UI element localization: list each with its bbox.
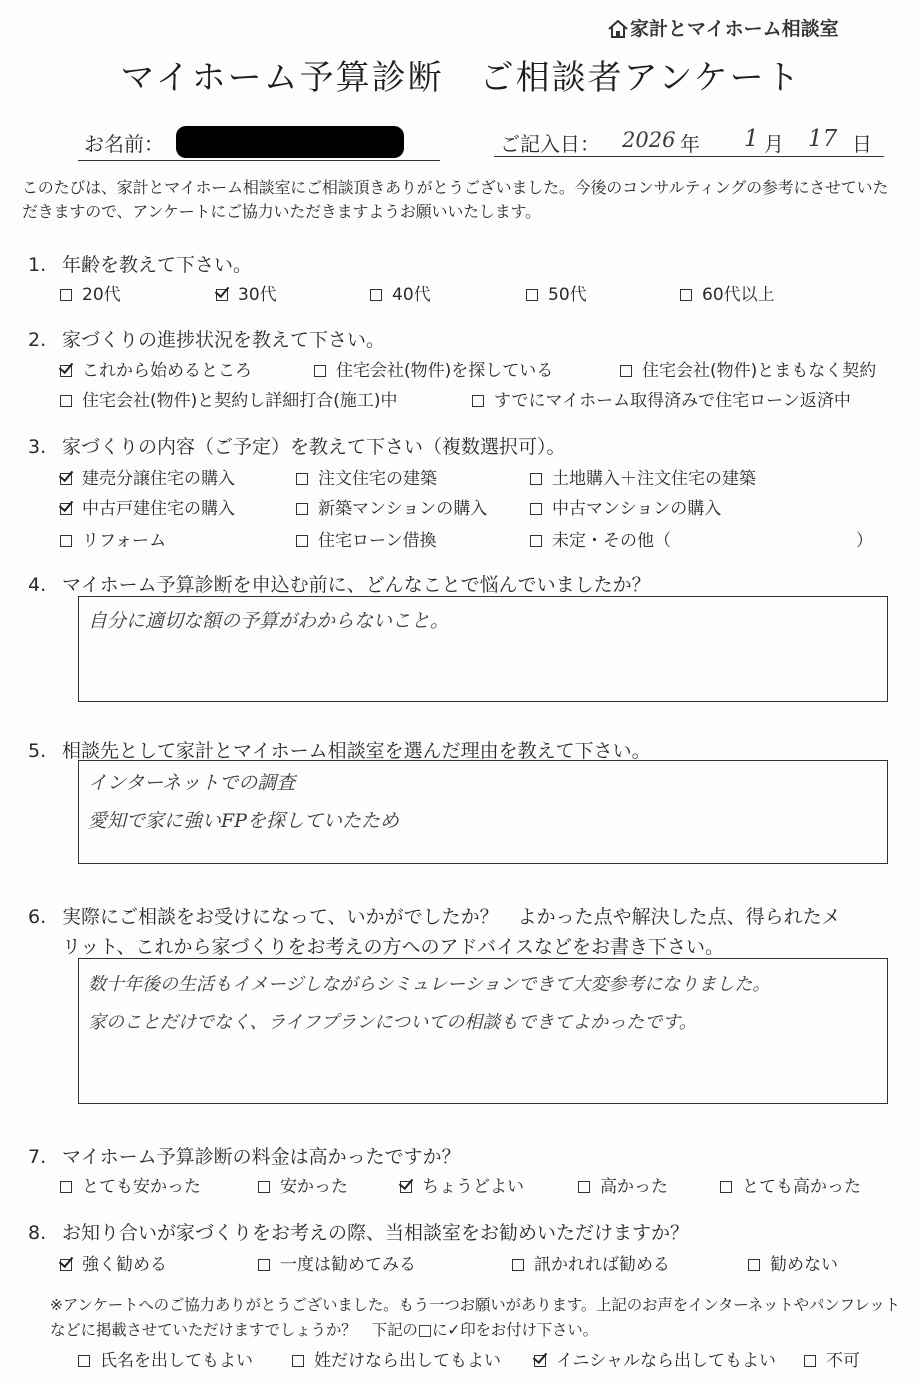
date-day-value: 17 [808,126,838,152]
checkbox[interactable] [60,1259,72,1271]
q7-option[interactable]: とても安かった [60,1172,201,1197]
q8-option[interactable]: 強く勧める [60,1250,167,1275]
checkbox[interactable] [578,1181,590,1193]
footer-option[interactable]: 姓だけなら出してもよい [292,1346,501,1371]
checkbox[interactable] [60,365,72,377]
house-icon [608,20,628,38]
checkbox[interactable] [60,289,72,301]
q1-option[interactable]: 60代以上 [680,280,775,305]
question-4: 4. マイホーム予算診断を申込む前に、どんなことで悩んでいましたか？ [28,574,651,596]
q2-option[interactable]: 住宅会社(物件)と契約し詳細打合(施工)中 [60,386,398,411]
q7-option[interactable]: とても高かった [720,1172,861,1197]
q8-option[interactable]: 訊かれれば勧める [512,1250,670,1275]
q5-answer-line: 愛知で家に強いFPを探していたため [88,810,399,832]
checkbox[interactable] [370,289,382,301]
date-month-value: 1 [744,126,759,152]
page-title: マイホーム予算診断 ご相談者アンケート [120,58,802,98]
checkbox[interactable] [258,1181,270,1193]
question-6-line2: リット、これから家づくりをお考えの方へのアドバイスなどをお書き下さい。 [62,936,724,958]
checkbox[interactable] [400,1181,412,1193]
month-unit: 月 [764,132,784,156]
footer-option[interactable]: イニシャルなら出してもよい [534,1346,776,1371]
name-label: お名前： [84,132,164,156]
question-5: 5. 相談先として家計とマイホーム相談室を選んだ理由を教えて下さい。 [28,740,651,762]
checkbox[interactable] [60,395,72,407]
q6-answer-line: 家のことだけでなく、ライフプランについての相談もできてよかったです。 [88,1012,697,1033]
q2-option[interactable]: これから始めるところ [60,356,252,381]
q7-option[interactable]: 安かった [258,1172,348,1197]
q1-option[interactable]: 50代 [526,280,587,305]
intro-text: このたびは、家計とマイホーム相談室にご相談頂きありがとうございました。今後のコンサルティングの参考にさせていただきますので、アンケートにご協力いただきますようお願いいたします。 [22,178,889,221]
footer-option[interactable]: 氏名を出してもよい [78,1346,253,1371]
checkbox[interactable] [748,1259,760,1271]
footer-option[interactable]: 不可 [804,1346,860,1371]
name-underline [78,160,440,161]
checkbox[interactable] [296,535,308,547]
checkbox[interactable] [804,1355,816,1367]
checkbox[interactable] [60,473,72,485]
brand-logo [608,14,839,41]
checkbox[interactable] [296,473,308,485]
q8-option[interactable]: 勧めない [748,1250,838,1275]
date-year-value: 2026 [622,128,676,152]
q3-option[interactable]: 建売分譲住宅の購入 [60,464,235,489]
q7-option[interactable]: 高かった [578,1172,668,1197]
q3-close-paren: ） [856,531,873,551]
q1-option[interactable]: 20代 [60,280,121,305]
checkbox[interactable] [78,1355,90,1367]
question-6: 6. 実際にご相談をお受けになって、いかがでしたか？ よかった点や解決した点、得られたメ [28,906,841,928]
q3-option[interactable]: 未定・その他（ [530,526,671,551]
checkbox[interactable] [526,289,538,301]
checkbox[interactable] [258,1259,270,1271]
checkbox[interactable] [530,535,542,547]
checkbox[interactable] [314,365,326,377]
checkbox[interactable] [292,1355,304,1367]
footer-note: ※アンケートへのご協力ありがとうございました。もう一つお願いがあります。上記のお声をインターネットやパンフレットなどに掲載させていただけますでしょうか？ 下記の□に✓印をお付け下さい。 [50,1296,900,1339]
checkbox[interactable] [530,473,542,485]
q2-option[interactable]: 住宅会社(物件)を探している [314,356,553,381]
q3-option[interactable]: リフォーム [60,526,166,551]
date-underline [494,156,884,157]
question-3: 3. 家づくりの内容（ご予定）を教えて下さい（複数選択可）。 [28,436,566,458]
question-2: 2. 家づくりの進捗状況を教えて下さい。 [28,329,386,351]
q1-option[interactable]: 30代 [216,280,277,305]
q3-option[interactable]: 注文住宅の建築 [296,464,437,489]
checkbox[interactable] [296,503,308,515]
question-8: 8. お知り合いが家づくりをお考えの際、当相談室をお勧めいただけますか？ [28,1222,690,1244]
checkbox[interactable] [620,365,632,377]
q1-option[interactable]: 40代 [370,280,431,305]
checkbox[interactable] [720,1181,732,1193]
checkbox[interactable] [60,1181,72,1193]
checkbox[interactable] [534,1355,546,1367]
q7-option[interactable]: ちょうどよい [400,1172,524,1197]
q3-option[interactable]: 住宅ローン借換 [296,526,437,551]
brand-logo-text: 家計とマイホーム相談室 [630,18,839,40]
question-1: 1. 年齢を教えて下さい。 [28,254,253,276]
q2-option[interactable]: 住宅会社(物件)とまもなく契約 [620,356,876,381]
day-unit: 日 [852,132,872,156]
question-7: 7. マイホーム予算診断の料金は高かったですか？ [28,1146,461,1168]
date-label: ご記入日： [500,132,600,156]
q3-option[interactable]: 土地購入＋注文住宅の建築 [530,464,756,489]
q2-option[interactable]: すでにマイホーム取得済みで住宅ローン返済中 [472,386,851,411]
redacted-name [176,126,404,158]
checkbox[interactable] [680,289,692,301]
q3-option[interactable]: 中古戸建住宅の購入 [60,494,235,519]
q8-option[interactable]: 一度は勧めてみる [258,1250,416,1275]
checkbox[interactable] [216,289,228,301]
checkbox[interactable] [60,535,72,547]
year-unit: 年 [680,132,700,156]
q6-answer-line: 数十年後の生活もイメージしながらシミュレーションできて大変参考になりました。 [88,974,771,995]
q5-answer-line: インターネットでの調査 [88,772,296,794]
checkbox[interactable] [530,503,542,515]
checkbox[interactable] [60,503,72,515]
q3-option[interactable]: 中古マンションの購入 [530,494,721,519]
checkbox[interactable] [512,1259,524,1271]
q4-answer-line: 自分に適切な額の予算がわからないこと。 [88,610,450,632]
checkbox[interactable] [472,395,484,407]
q3-option[interactable]: 新築マンションの購入 [296,494,487,519]
